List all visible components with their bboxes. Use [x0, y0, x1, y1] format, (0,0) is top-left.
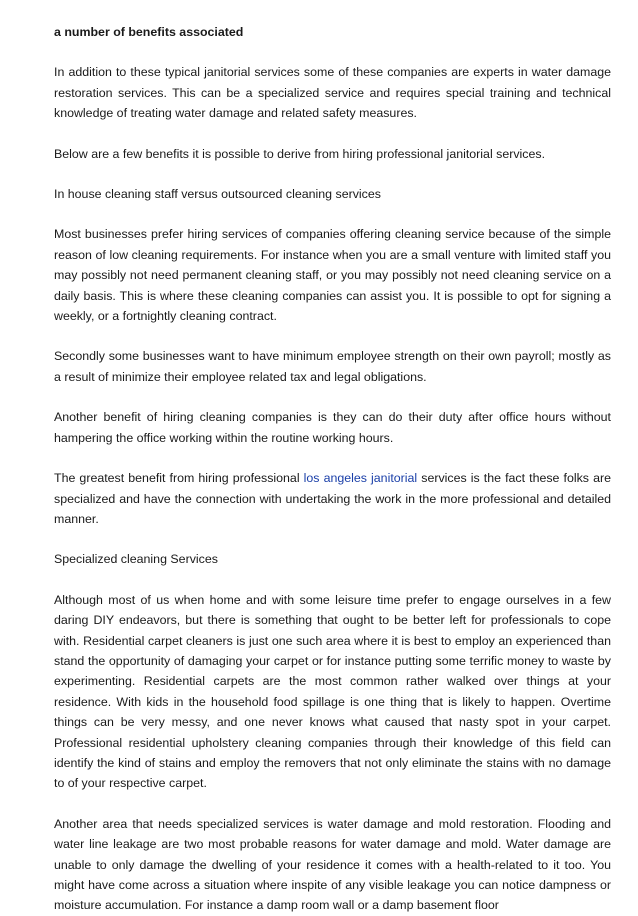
- paragraph-after-hours: Another benefit of hiring cleaning companies is they can do their duty after office hours without hampering the office working within the routine working hours.: [54, 410, 611, 445]
- paragraph-greatest-benefit: [54, 468, 611, 529]
- paragraph-water-damage-intro: In addition to these typical janitorial services some of these companies are experts in water damage restoration services. This can be a specialized service and requires special training and technical knowledge of treating water damage and related safety measures.: [54, 65, 611, 121]
- paragraph-text-after-link: services is the fact these folks are specialized and have the connection with undertaking the work in the more professional and detailed manner.: [54, 471, 611, 526]
- paragraph-payroll: Secondly some businesses want to have minimum employee strength on their own payroll; mostly as a result of minimize their employee related tax and legal obligations.: [54, 349, 611, 384]
- paragraph-water-damage-mold: Another area that needs specialized services is water damage and mold restoration. Flooding and water line leakage are two most probable reasons for water damage and mold. Water damage are unable to only damage the dwelling of your residence it comes with a health-related to it too. You might have come across a situation where inspite of any visible leakage you can notice dampness or moisture accumulation. For instance a damp room wall or a damp basement floor: [54, 816, 611, 913]
- subheading-in-house-vs-outsourced: In house cleaning staff versus outsourced cleaning services: [54, 187, 381, 202]
- paragraph-carpet-cleaning: Although most of us when home and with some leisure time prefer to engage ourselves in a few daring DIY endeavors, but there is something that ought to be better left for professionals to cope with. Residential carpet cleaners is just one such area where it is best to employ an experienced than stand the opportunity of damaging your carpet or for instance putting some terrific money to waste by experimenting. Residential carpets are the most common rather walked over things at your residence. With kids in the household food spillage is one thing that is likely to happen. Overtime things can be very messy, and one never knows what caused that nasty spot in your carpet. Professional residential upholstery cleaning companies through their knowledge of this field can identify the kind of stains and employ the removers that not only eliminate the stains with no damage to of your respective carpet.: [54, 592, 611, 791]
- paragraph-text-before-link: The greatest benefit from hiring professional: [54, 471, 304, 486]
- paragraph-low-requirements: Most businesses prefer hiring services of companies offering cleaning service because of the simple reason of low cleaning requirements. For instance when you are a small venture with limited staff you may possibly not need permanent cleaning staff, or you may possibly not need cleaning service on a daily basis. This is where these cleaning companies can assist you. It is possible to opt for signing a weekly, or a fortnightly cleaning contract.: [54, 227, 611, 324]
- section-heading: a number of benefits associated: [54, 25, 244, 39]
- los-angeles-janitorial-link[interactable]: los angeles janitorial: [303, 471, 418, 486]
- subheading-specialized-services: Specialized cleaning Services: [54, 552, 218, 567]
- paragraph-benefits-intro: Below are a few benefits it is possible to derive from hiring professional janitorial services.: [54, 146, 546, 161]
